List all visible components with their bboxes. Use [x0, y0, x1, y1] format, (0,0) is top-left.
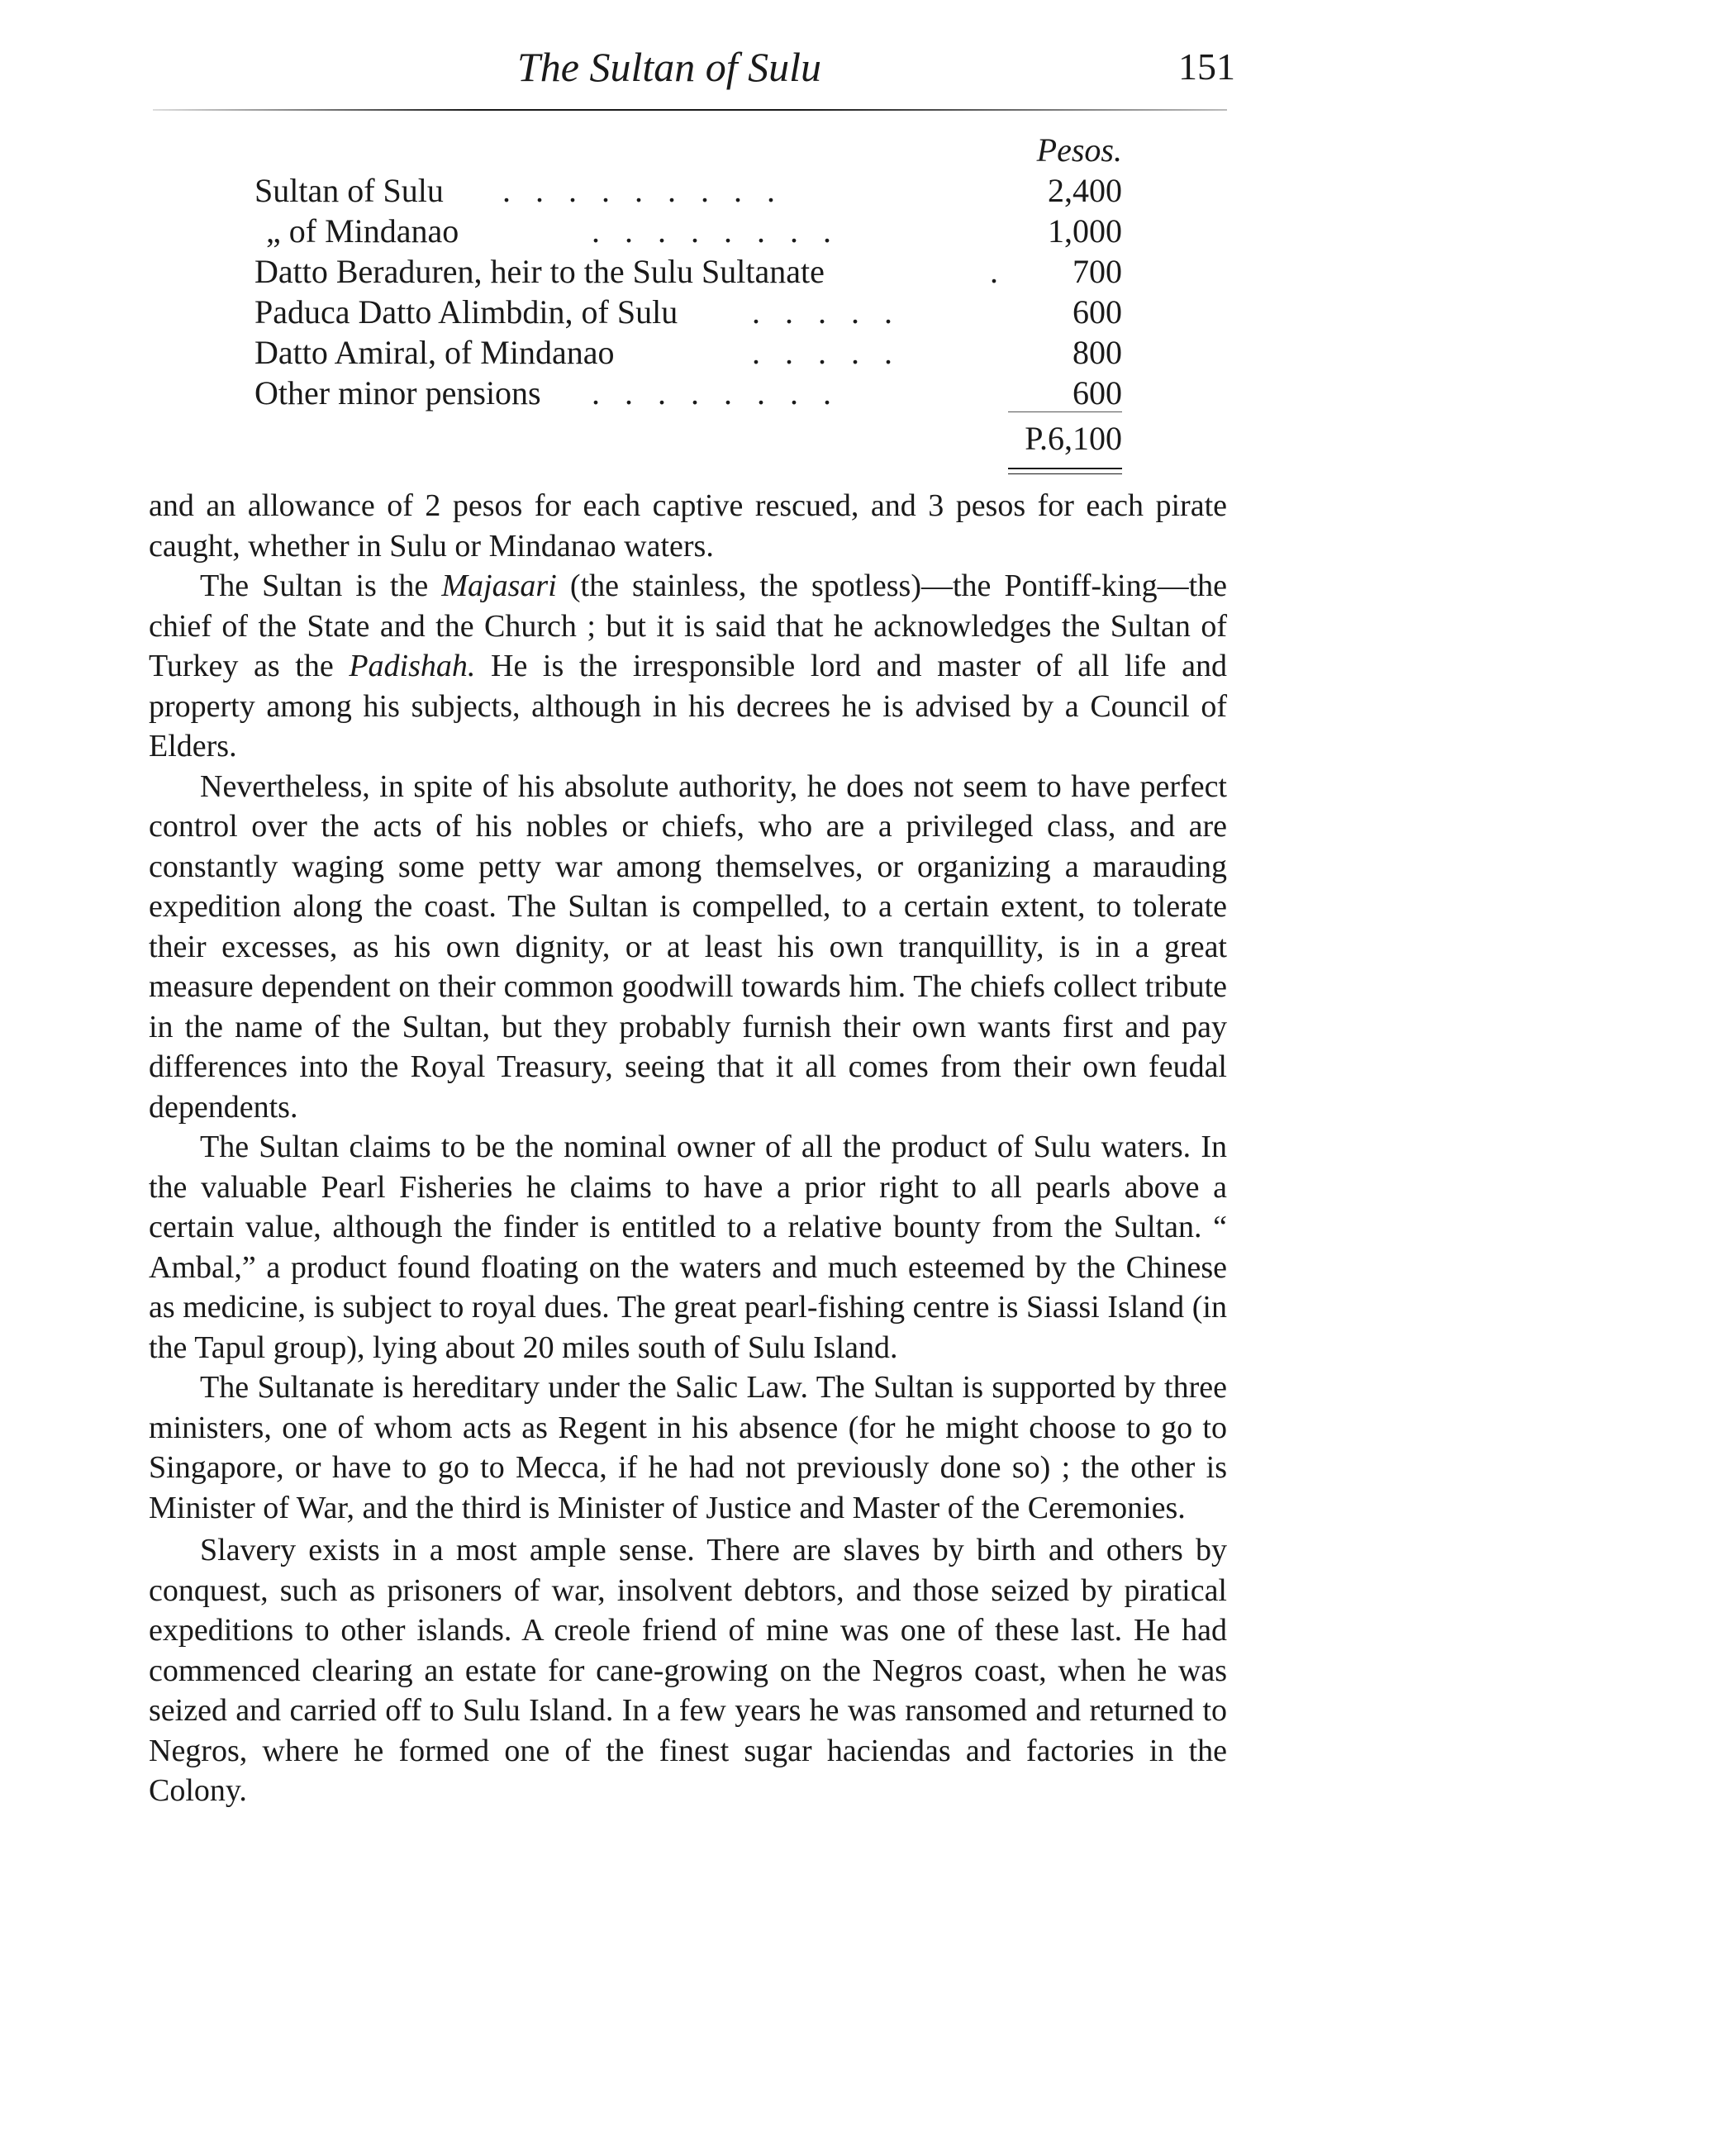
text-run: The Sultan is the — [200, 568, 442, 603]
pension-row — [254, 373, 1122, 414]
leader-dots: . . . . . . . . — [592, 374, 831, 411]
pension-name: Sultan of Sulu — [254, 172, 444, 209]
italic-term: Padishah. — [349, 649, 476, 683]
pension-name: Datto Beraduren, heir to the Sulu Sultanate — [254, 253, 825, 290]
running-title: The Sultan of Sulu — [516, 44, 822, 90]
paragraph-nobles: Nevertheless, in spite of his absolute authority, he does not seem to have perfect control over the acts of his nobles or chiefs, who are a privileged class, and are constantly waging some petty war among themselves, or organizing a marauding expedition along the coast. The Sultan is compelled, to a certain extent, to tolerate their excesses, as his own dignity, or at least his own tranquillity, is in a great measure dependent on their common goodwill towards him. The chiefs collect tribute in the name of the Sultan, but they probably furnish their own wants first and pay differences into the Royal Treasury, seeing that it all comes from their own feudal dependents. — [149, 768, 1227, 1125]
pension-name: Datto Amiral, of Mindanao — [254, 334, 615, 371]
pension-amount: 700 — [1073, 253, 1122, 290]
pension-row — [254, 170, 1122, 212]
pension-amount: 600 — [1073, 374, 1122, 411]
paragraph-pearl-fisheries: The Sultan claims to be the nominal owner of all the product of Sulu waters. In the valuable Pearl Fisheries he claims to have a prior right to all pearls above a certain value, although the finder is entitled to a relative bounty from the Sultan. “ Ambal,” a product found floating on the waters and much esteemed by the Chinese as medicine, is subject to royal dues. The great pearl-fishing centre is Siassi Island (in the Tapul group), lying about 20 miles south of Sulu Island. — [149, 1130, 1227, 1365]
leader-dots: . . . . . — [752, 334, 892, 371]
leader-dots: . . . . . — [752, 293, 892, 331]
pension-amount: 2,400 — [1048, 172, 1122, 209]
pension-amount: 800 — [1073, 334, 1122, 371]
paragraph-slavery: Slavery exists in a most ample sense. There are slaves by birth and others by conquest, such as prisoners of war, insolvent debtors, and those seized by piratical expeditions to other islands. A creole friend of mine was one of these last. He had commenced clearing an estate for cane-growing on the Negros coast, when he was seized and carried off to Sulu Island. In a few years he was ransomed and returned to Negros, where he formed one of the finest sugar haciendas and factories in the Colony. — [149, 1533, 1227, 1808]
page-number: 151 — [1178, 45, 1235, 88]
pension-name: Other minor pensions — [254, 374, 541, 411]
pensions-column-header: Pesos. — [1036, 131, 1122, 169]
text-run: He is the irresponsible lord and master of all life and property among his subjects, although in his decrees he is advised by a Council of Elders. — [149, 649, 1228, 763]
leader-dots: . . . . . . . . — [592, 212, 831, 250]
body-text — [149, 486, 1227, 1811]
italic-term: Majasari — [441, 568, 557, 603]
pensions-total: P.6,100 — [1025, 420, 1122, 457]
pension-name: Paduca Datto Alimbdin, of Sulu — [254, 293, 678, 331]
paragraph-sultan-title — [149, 566, 1227, 767]
paragraph-sultanate: The Sultanate is hereditary under the Salic Law. The Sultan is supported by three ministers, one of whom acts as Regent in his absence (for he might choose to go to Singapore, or have to go to Mecca, if he had not previously done so) ; the other is Minister of War, and the third is Minister of Justice and Master of the Ceremonies. — [149, 1370, 1227, 1525]
pension-row — [254, 211, 1122, 252]
leader-dots: . — [990, 253, 998, 290]
pension-row — [254, 251, 1122, 293]
pension-amount: 1,000 — [1048, 212, 1122, 250]
pension-amount: 600 — [1073, 293, 1122, 331]
pension-row — [254, 292, 1122, 333]
pension-row — [254, 332, 1122, 373]
sum-rule — [1008, 411, 1122, 412]
total-double-rule — [1008, 468, 1122, 474]
paragraph-continuation: and an allowance of 2 pesos for each captive rescued, and 3 pesos for each pirate caught, whether in Sulu or Mindanao waters. — [149, 488, 1227, 564]
leader-dots: . . . . . . . . . — [502, 172, 775, 209]
header-rule — [153, 109, 1227, 111]
pension-name: „ of Mindanao — [266, 212, 459, 250]
text-run: (the stainless, the spotless)—the Pontiff-king—the chief of the State and the Church ; but it is said that he acknowledges the Sultan of Turkey as the — [149, 568, 1228, 683]
